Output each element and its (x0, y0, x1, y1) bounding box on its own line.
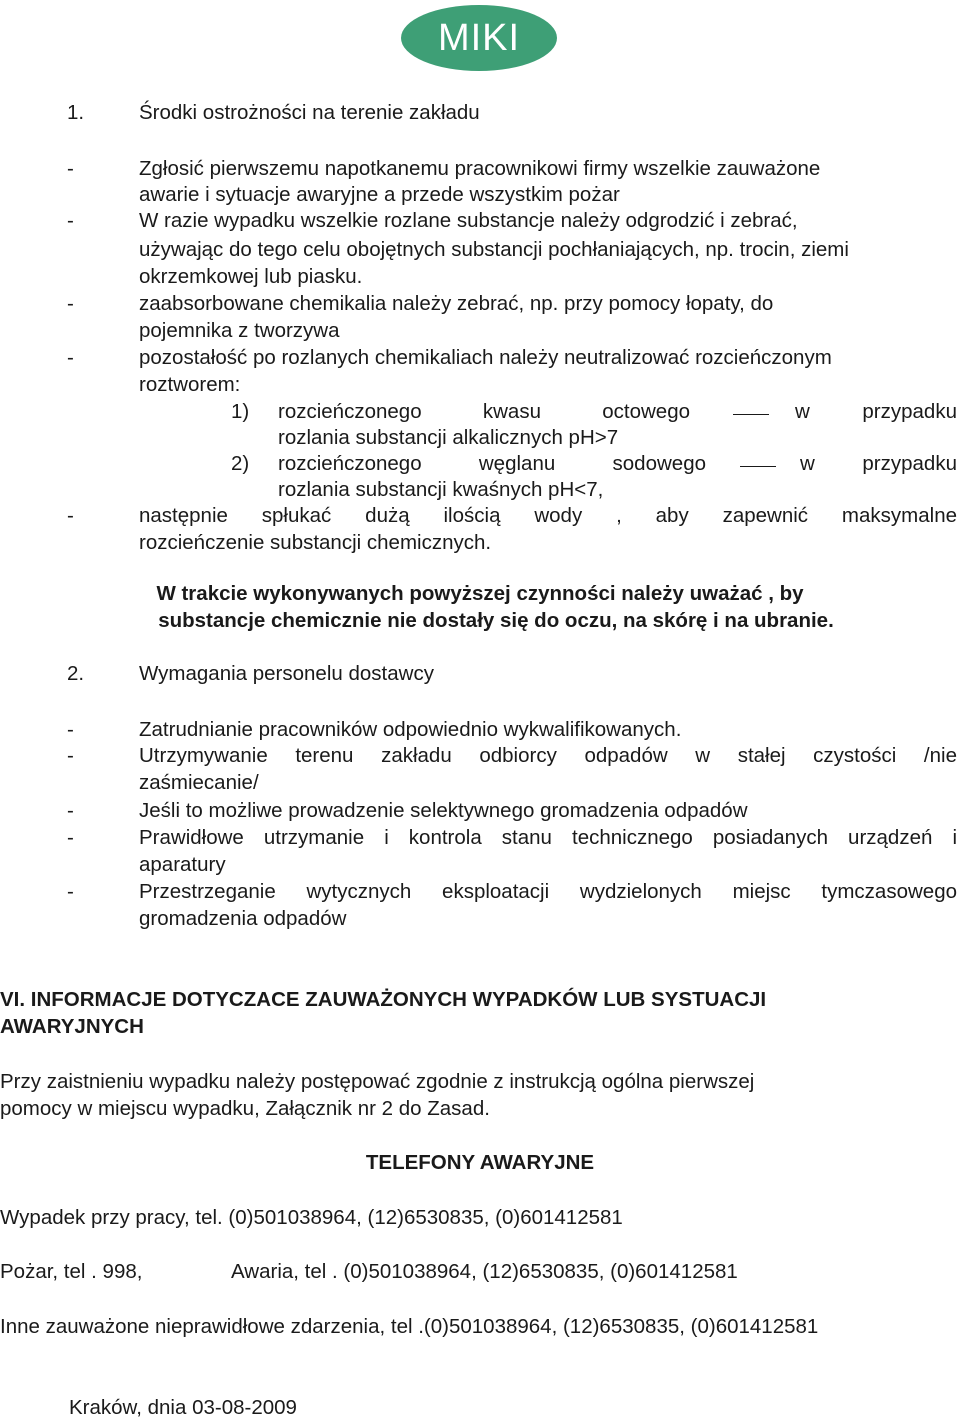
section1-line: pojemnika z tworzywa (139, 319, 340, 342)
bullet-dash: - (67, 346, 74, 369)
section2-number: 2. (67, 662, 85, 685)
bullet-dash: - (67, 292, 74, 315)
bullet-dash: - (67, 799, 74, 822)
bullet-dash: - (67, 157, 74, 180)
section1-line: W razie wypadku wszelkie rozlane substancje należy odgrodzić i zebrać, (139, 209, 798, 232)
section1-line: używając do tego celu obojętnych substancji pochłaniających, np. trocin, ziemi (139, 238, 849, 261)
section2-item: Utrzymywanie terenu zakładu odbiorcy odpadów w stałej czystości /nie (139, 744, 957, 767)
section2-title: Wymagania personelu dostawcy (139, 662, 434, 685)
subitem-1-case: w przypadku (795, 400, 957, 423)
em-dash-line (740, 466, 776, 467)
warning-line-1: W trakcie wykonywanych powyższej czynności należy uważać , by (156, 582, 804, 605)
section2-item: Zatrudnianie pracowników odpowiednio wykwalifikowanych. (139, 718, 682, 741)
section1-line: Zgłosić pierwszemu napotkanemu pracownikowi firmy wszelkie zauważone (139, 157, 821, 180)
bullet-dash: - (67, 718, 74, 741)
footer-date: Kraków, dnia 03-08-2009 (69, 1396, 297, 1419)
phone-other: Inne zauważone nieprawidłowe zdarzenia, tel .(0)501038964, (12)6530835, (0)601412581 (0, 1315, 819, 1338)
section2-item: Prawidłowe utrzymanie i kontrola stanu technicznego posiadanych urządzeń i (139, 826, 957, 849)
section2-item: Przestrzeganie wytycznych eksploatacji wydzielonych miejsc tymczasowego (139, 880, 957, 903)
section2-item-cont: gromadzenia odpadów (139, 907, 347, 930)
section1-line: okrzemkowej lub piasku. (139, 265, 363, 288)
emergency-phones-title: TELEFONY AWARYJNE (365, 1151, 595, 1174)
section1-line: rozcieńczenie substancji chemicznych. (139, 531, 492, 554)
section6-heading-cont: AWARYJNYCH (0, 1015, 144, 1038)
miki-logo (401, 5, 557, 71)
section2-item: Jeśli to możliwe prowadzenie selektywnego gromadzenia odpadów (139, 799, 748, 822)
em-dash-line (733, 414, 769, 415)
section6-paragraph: Przy zaistnieniu wypadku należy postępować zgodnie z instrukcją ogólna pierwszej (0, 1070, 755, 1093)
subitem-number: 2) (231, 452, 250, 475)
section1-line: zaabsorbowane chemikalia należy zebrać, np. przy pomocy łopaty, do (139, 292, 774, 315)
subitem-1-text (278, 400, 690, 424)
subitem-2-cont: rozlania substancji kwaśnych pH<7, (278, 478, 604, 501)
section6-heading: VI. INFORMACJE DOTYCZACE ZAUWAŻONYCH WYPADKÓW LUB SYSTUACJI (0, 988, 767, 1011)
section2-item-cont: zaśmiecanie/ (139, 771, 259, 794)
section1-line: następnie spłukać dużą ilością wody , aby zapewnić maksymalne (139, 504, 957, 527)
bullet-dash: - (67, 209, 74, 232)
warning-line-2: substancje chemicznie nie dostały się do oczu, na skórę i na ubranie. (158, 609, 834, 632)
section1-line: pozostałość po rozlanych chemikaliach należy neutralizować rozcieńczonym (139, 346, 832, 369)
section2-item-cont: aparatury (139, 853, 226, 876)
phone-fire: Pożar, tel . 998, (0, 1260, 143, 1283)
subitem-1-main: rozcieńczonego kwasu octowego (278, 400, 690, 423)
section6-paragraph: pomocy w miejscu wypadku, Załącznik nr 2 do Zasad. (0, 1097, 490, 1120)
bullet-dash: - (67, 826, 74, 849)
phone-work-accident: Wypadek przy pracy, tel. (0)501038964, (12)6530835, (0)601412581 (0, 1206, 623, 1229)
bullet-dash: - (67, 504, 74, 527)
bullet-dash: - (67, 880, 74, 903)
subitem-2-case: w przypadku (800, 452, 957, 475)
subitem-number: 1) (231, 400, 250, 423)
bullet-dash: - (67, 744, 74, 767)
phone-failure: Awaria, tel . (0)501038964, (12)6530835, (0)601412581 (231, 1260, 738, 1283)
logo-text: MIKI (437, 16, 521, 59)
section1-number: 1. (67, 101, 85, 124)
subitem-2-main: rozcieńczonego węglanu sodowego (278, 452, 706, 475)
section1-line: roztworem: (139, 373, 241, 396)
section1-line: awarie i sytuacje awaryjne a przede wszystkim pożar (139, 183, 620, 206)
subitem-1-cont: rozlania substancji alkalicznych pH>7 (278, 426, 619, 449)
section1-title: Środki ostrożności na terenie zakładu (139, 101, 480, 124)
subitem-2-text (278, 452, 706, 476)
